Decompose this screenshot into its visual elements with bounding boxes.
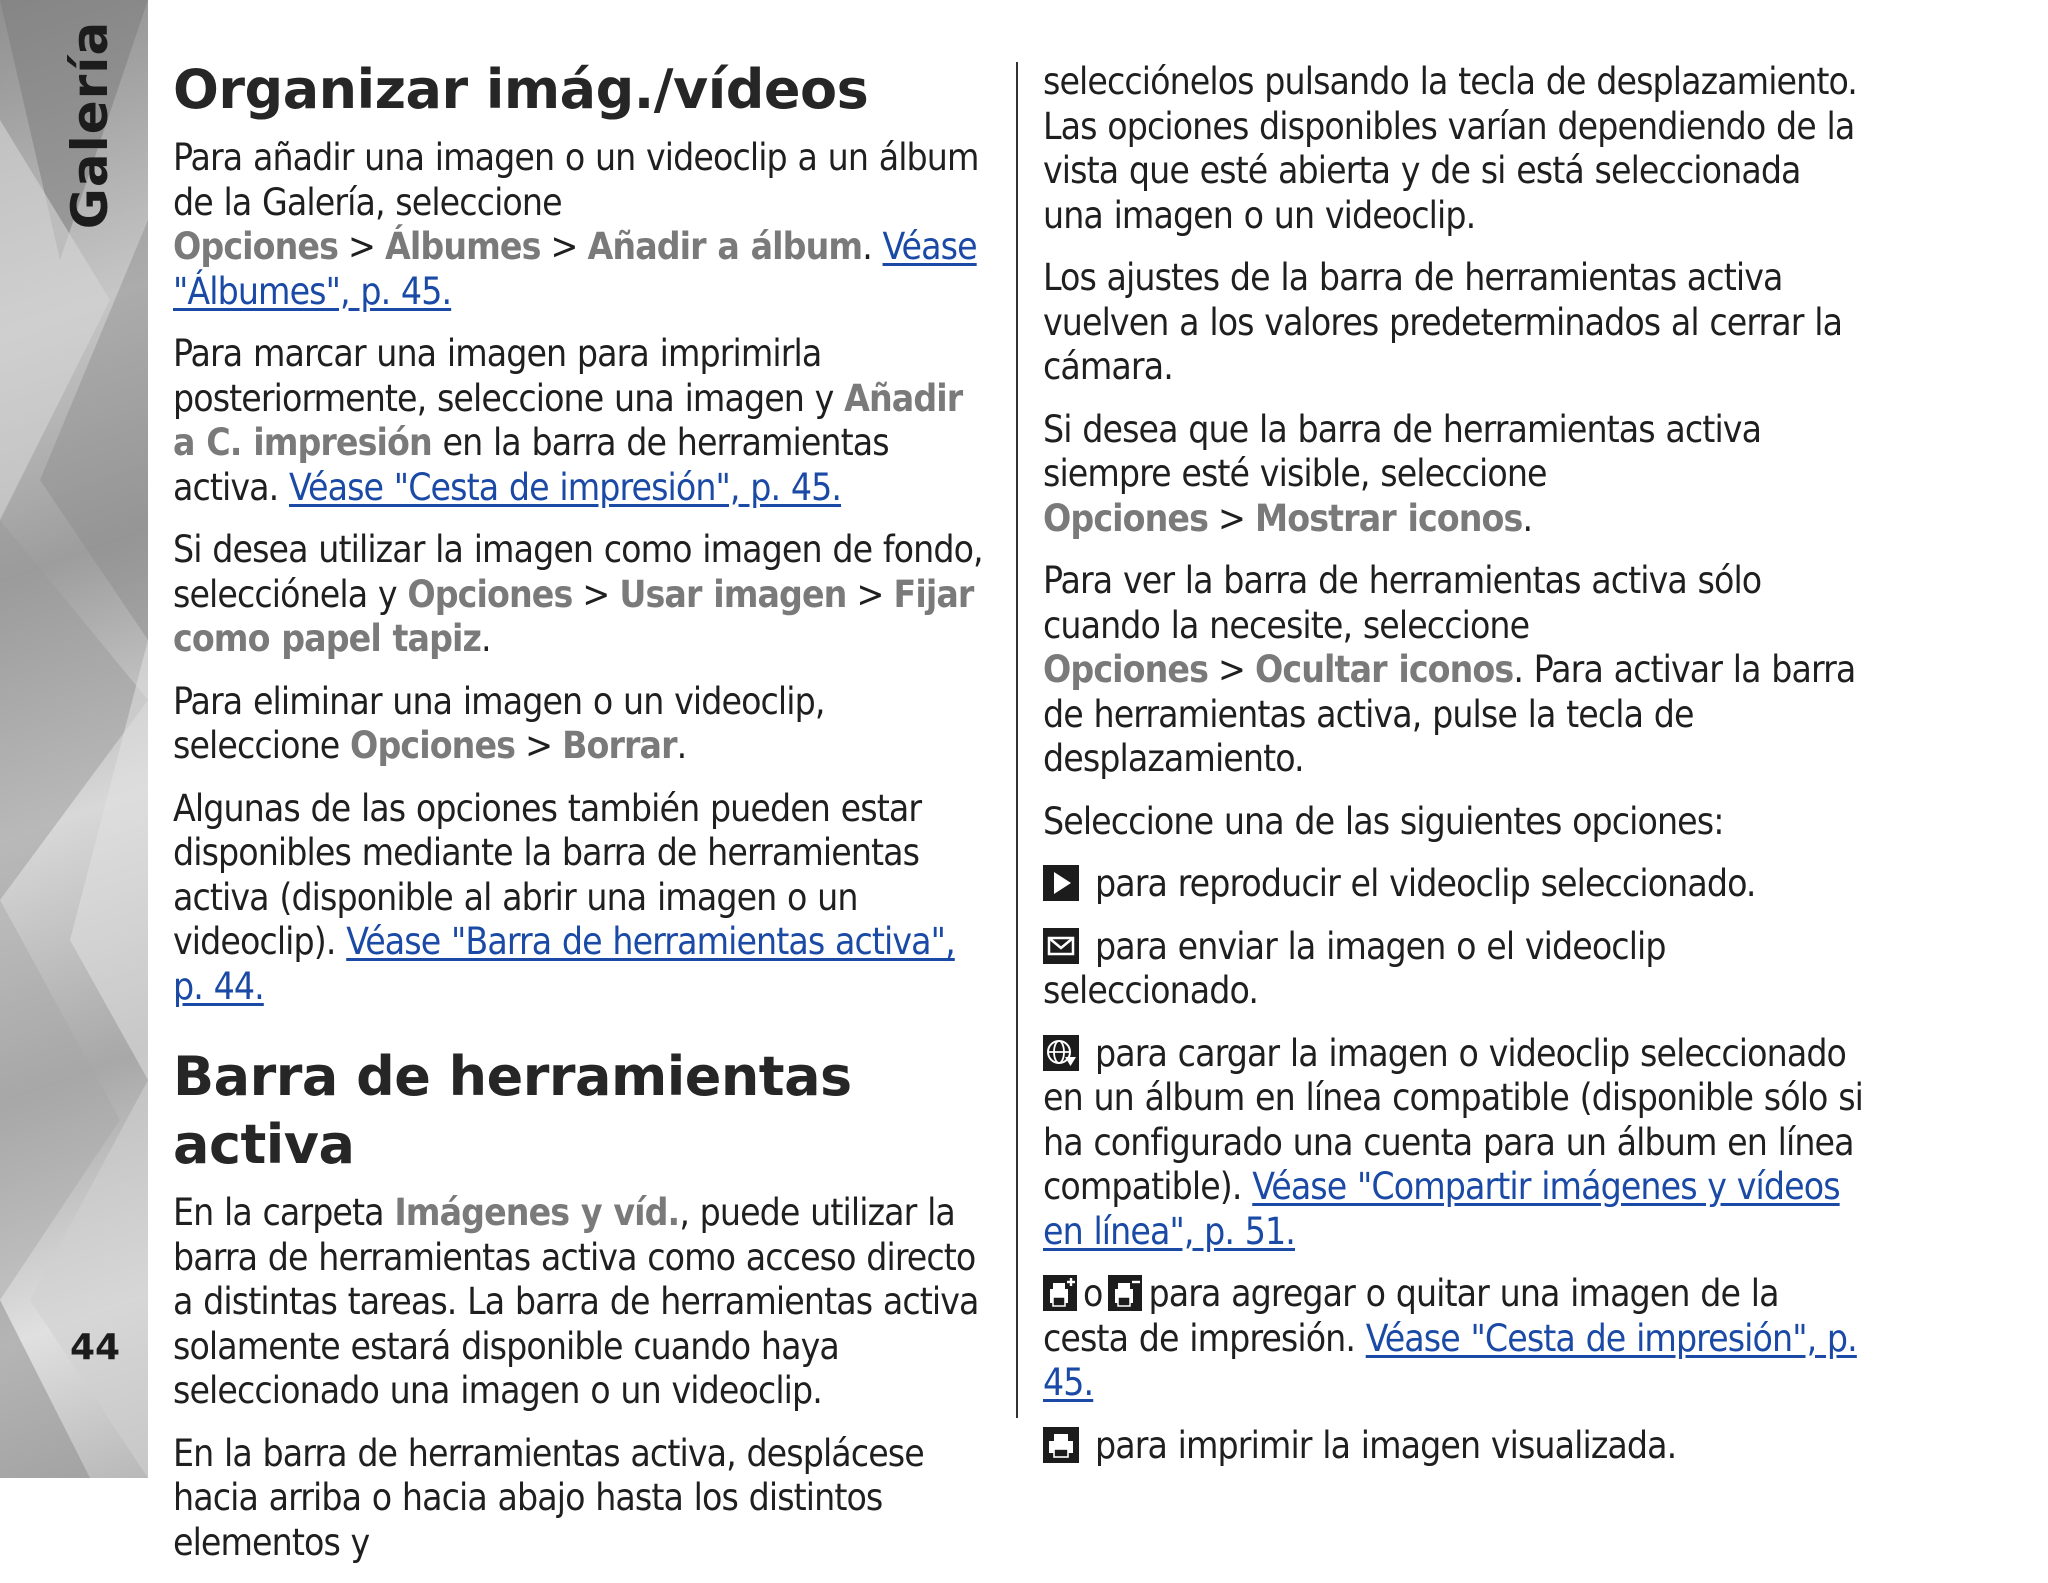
- paragraph-show-icons: [1043, 408, 1868, 542]
- or-word: o: [1083, 1272, 1103, 1315]
- heading-organizar: Organizar imág./vídeos: [173, 58, 869, 121]
- menu-path-mostrar-iconos: Mostrar iconos: [1255, 496, 1523, 540]
- menu-path-opciones: Opciones: [350, 724, 516, 767]
- paragraph-wallpaper: [173, 528, 995, 662]
- paragraph-hide-icons: [1043, 559, 1868, 782]
- option-play: [1043, 862, 1868, 907]
- option-text: para cargar la imagen o videoclip seleccionado en un álbum en línea compatible (disponible sólo si ha configurado una cuenta para un álbum en línea compatible).: [1043, 1031, 1863, 1208]
- menu-separator: >: [525, 724, 553, 767]
- text: Si desea utilizar la imagen como imagen de fondo, selecciónela y: [173, 528, 983, 616]
- paragraph-toolbar-options: [173, 787, 995, 1010]
- print-basket-add-icon: [1043, 1275, 1077, 1311]
- text: Seleccione una de las siguientes opciones:: [1043, 799, 1724, 843]
- option-print: [1043, 1424, 1868, 1469]
- play-icon: [1043, 865, 1079, 901]
- option-send: [1043, 925, 1868, 1014]
- menu-path-anadir-cesta: Añadir a C. impresión: [173, 376, 963, 464]
- paragraph-add-to-album: [173, 136, 995, 314]
- text: Para añadir una imagen o un videoclip a un álbum de la Galería, seleccione: [173, 136, 979, 224]
- link-albumes[interactable]: Véase "Álbumes", p. 45.: [173, 225, 977, 313]
- text: Para eliminar una imagen o un videoclip, seleccione: [173, 679, 825, 767]
- option-text: para imprimir la imagen visualizada.: [1095, 1423, 1677, 1467]
- menu-path-anadir-album: Añadir a álbum: [587, 225, 863, 268]
- menu-path-ocultar-iconos: Ocultar iconos: [1255, 648, 1514, 691]
- folder-imagenes-vid: Imágenes y víd.: [394, 1191, 680, 1234]
- text: en la barra de herramientas activa.: [173, 421, 889, 509]
- envelope-icon: [1043, 928, 1079, 964]
- text: , puede utilizar la barra de herramientas activa como acceso directo a distintas tareas. La barra de herramientas activa solamente estará disponible cuando haya seleccionado una imagen o un videoclip.: [173, 1191, 979, 1412]
- menu-separator: >: [1218, 648, 1246, 691]
- menu-path-opciones: Opciones: [407, 572, 573, 616]
- text: Los ajustes de la barra de herramientas activa vuelven a los valores predeterminados al cerrar la cámara.: [1043, 256, 1843, 388]
- paragraph-select-scroll: [1043, 60, 1868, 238]
- text: . Para activar la barra de herramientas activa, pulse la tecla de desplazamiento.: [1043, 648, 1856, 780]
- right-column: [1043, 60, 1868, 1486]
- paragraph-reset-defaults: [1043, 256, 1868, 390]
- link-compartir-en-linea[interactable]: Véase "Compartir imágenes y vídeos en línea", p. 51.: [1043, 1165, 1840, 1253]
- menu-separator: >: [1218, 496, 1246, 540]
- paragraph-toolbar-scroll: [173, 1432, 995, 1566]
- menu-path-opciones: Opciones: [1043, 648, 1209, 691]
- menu-path-albumes: Álbumes: [385, 225, 541, 268]
- link-cesta-impresion[interactable]: Véase "Cesta de impresión", p. 45.: [289, 465, 842, 509]
- option-print-basket: [1043, 1272, 1868, 1406]
- paragraph-delete: [173, 680, 995, 769]
- menu-path-fijar-papel-tapiz: Fijar como papel tapiz: [173, 572, 974, 660]
- text: Para marcar una imagen para imprimirla posteriormente, seleccione una imagen y: [173, 332, 845, 420]
- left-column: [173, 56, 995, 1583]
- menu-separator: >: [348, 225, 376, 268]
- text: .: [862, 225, 883, 268]
- paragraph-options-intro: [1043, 800, 1868, 845]
- option-text: para reproducir el videoclip seleccionado.: [1095, 862, 1756, 905]
- column-divider: [1016, 62, 1018, 1418]
- paragraph-toolbar-intro: [173, 1191, 995, 1414]
- menu-path-usar-imagen: Usar imagen: [619, 572, 847, 616]
- menu-path-opciones: Opciones: [173, 225, 339, 268]
- sidebar-band: [0, 0, 148, 1478]
- option-text: para enviar la imagen o el videoclip seleccionado.: [1043, 924, 1666, 1012]
- text: En la carpeta: [173, 1191, 395, 1234]
- text: .: [1522, 496, 1533, 540]
- text: Para ver la barra de herramientas activa sólo cuando la necesite, seleccione: [1043, 559, 1762, 647]
- link-cesta-impresion[interactable]: Véase "Cesta de impresión", p. 45.: [1043, 1316, 1857, 1404]
- section-title: Galería: [61, 20, 119, 230]
- menu-separator: >: [582, 572, 610, 616]
- menu-separator: >: [550, 225, 578, 268]
- text: En la barra de herramientas activa, desplácese hacia arriba o hacia abajo hasta los distintos elementos y: [173, 1431, 924, 1564]
- page-number: 44: [70, 1327, 121, 1368]
- text: Algunas de las opciones también pueden estar disponibles mediante la barra de herramientas activa (disponible al abrir una imagen o un videoclip).: [173, 786, 922, 963]
- globe-upload-icon: [1043, 1035, 1079, 1071]
- option-text: para agregar o quitar una imagen de la cesta de impresión.: [1043, 1272, 1779, 1360]
- menu-separator: >: [856, 572, 884, 616]
- menu-path-borrar: Borrar: [562, 724, 677, 767]
- printer-icon: [1043, 1427, 1079, 1463]
- option-upload: [1043, 1032, 1868, 1255]
- text: selecciónelos pulsando la tecla de desplazamiento. Las opciones disponibles varían dependiendo de la vista que esté abierta y de si está seleccionada una imagen o un videoclip.: [1043, 60, 1857, 237]
- text: .: [676, 724, 687, 767]
- text: Si desea que la barra de herramientas activa siempre esté visible, seleccione: [1043, 407, 1762, 495]
- print-basket-remove-icon: [1108, 1275, 1142, 1311]
- text: .: [481, 617, 491, 660]
- heading-barra-herramientas: Barra de herramientas activa: [173, 1045, 852, 1176]
- link-barra-herramientas[interactable]: Véase "Barra de herramientas activa", p. 44.: [173, 920, 955, 1008]
- menu-path-opciones: Opciones: [1043, 496, 1209, 540]
- paragraph-print-mark: [173, 332, 995, 510]
